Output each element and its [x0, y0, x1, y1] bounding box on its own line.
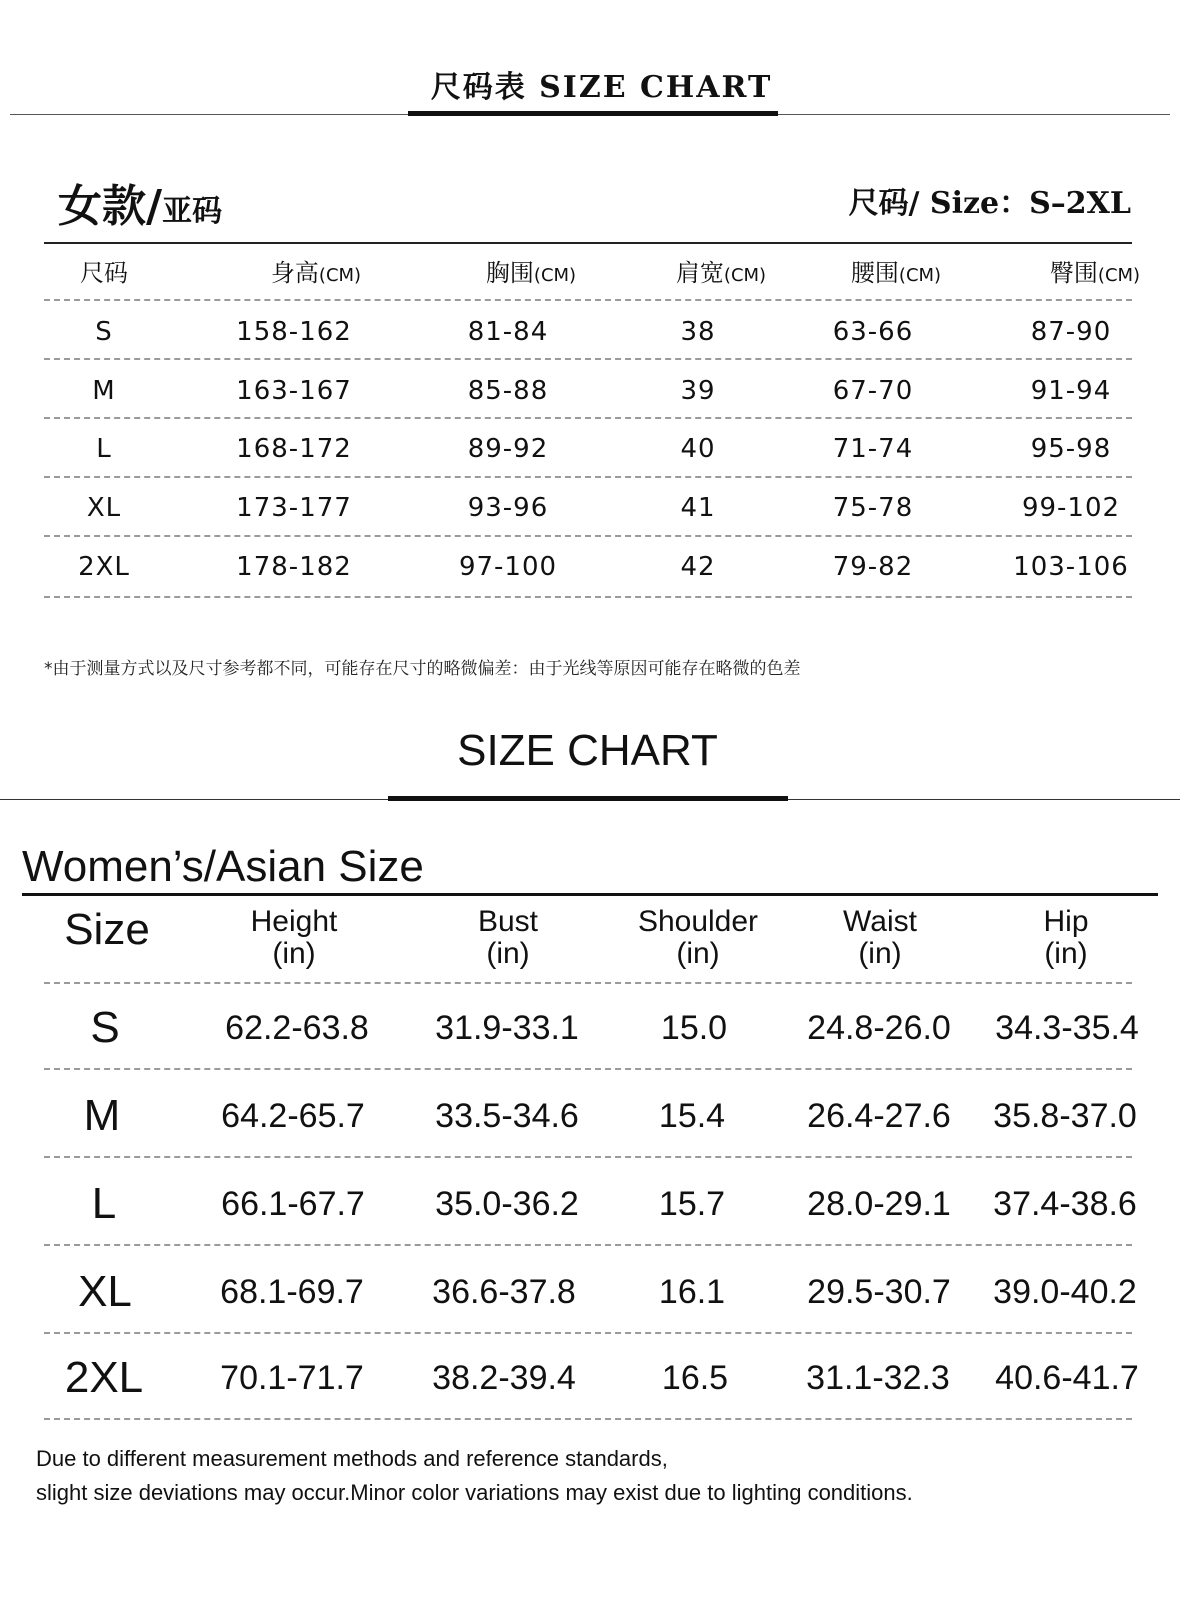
en-cell-hip: 34.3-35.4	[995, 1009, 1139, 1047]
en-footnote	[36, 1442, 913, 1510]
table-row	[44, 362, 1144, 420]
en-col-header-shoulder: Shoulder (in)	[637, 905, 759, 970]
en-cell-bust: 31.9-33.1	[435, 1009, 579, 1047]
cn-cell-waist: 75-78	[832, 493, 914, 523]
table-row	[44, 479, 1144, 537]
en-cell-waist: 31.1-32.3	[806, 1359, 950, 1397]
cn-size-range: 尺码/ Size：S–2XL	[848, 186, 1131, 221]
cn-heading-sub: 亚码	[162, 194, 223, 229]
en-cell-height: 66.1-67.7	[221, 1185, 365, 1223]
en-col-header-bust: Bust (in)	[477, 905, 539, 970]
en-cell-hip: 40.6-41.7	[995, 1359, 1139, 1397]
cn-row-divider	[44, 535, 1132, 537]
en-footnote-line-1: Due to different measurement methods and reference standards,	[36, 1446, 668, 1471]
en-cell-shoulder: 15.4	[658, 1097, 726, 1135]
en-footnote-line-2: slight size deviations may occur.Minor color variations may exist due to lighting conditions.	[36, 1480, 913, 1505]
en-cell-size: XL	[78, 1267, 132, 1316]
en-col-header-hip: Hip (in)	[1043, 905, 1089, 970]
table-row	[44, 984, 1144, 1072]
en-section-heading: Women’s/Asian Size	[22, 842, 424, 891]
cn-cell-size: L	[96, 434, 112, 464]
cn-cell-waist: 79-82	[832, 552, 914, 582]
cn-section-heading	[58, 170, 222, 234]
cn-cell-size: M	[92, 376, 116, 406]
en-row-divider	[44, 1418, 1132, 1420]
cn-row-divider	[44, 596, 1132, 598]
cn-cell-size: 2XL	[78, 552, 130, 582]
cn-cell-hip: 95-98	[1030, 434, 1112, 464]
table-row	[44, 1160, 1144, 1248]
cn-cell-bust: 81-84	[467, 317, 549, 347]
cn-cell-shoulder: 40	[680, 434, 716, 464]
cn-cell-height: 173-177	[236, 493, 352, 523]
en-cell-shoulder: 15.7	[658, 1185, 726, 1223]
cn-cell-hip: 87-90	[1030, 317, 1112, 347]
en-cell-waist: 28.0-29.1	[807, 1185, 951, 1223]
cn-row-divider	[44, 358, 1132, 360]
en-cell-shoulder: 16.5	[661, 1359, 729, 1397]
cn-cell-bust: 85-88	[467, 376, 549, 406]
cn-cell-height: 168-172	[236, 434, 352, 464]
en-cell-size: 2XL	[64, 1353, 144, 1402]
cn-cell-shoulder: 38	[680, 317, 716, 347]
table-row	[44, 1334, 1144, 1422]
cn-cell-bust: 89-92	[467, 434, 549, 464]
table-row	[44, 303, 1144, 361]
cn-col-header-height: 身高(CM)	[270, 259, 362, 287]
cn-row-divider	[44, 299, 1132, 301]
table-row	[44, 1248, 1144, 1336]
en-row-divider	[44, 1244, 1132, 1246]
cn-heading-main: 女款/	[58, 181, 163, 232]
cn-cell-bust: 93-96	[467, 493, 549, 523]
en-col-header-height: Height (in)	[250, 905, 338, 970]
en-cell-bust: 33.5-34.6	[435, 1097, 579, 1135]
cn-title-underline	[408, 111, 778, 116]
cn-cell-height: 163-167	[236, 376, 352, 406]
en-table-top-rule	[22, 893, 1158, 896]
cn-cell-size: XL	[86, 493, 122, 523]
cn-cell-waist: 67-70	[832, 376, 914, 406]
en-cell-bust: 35.0-36.2	[435, 1185, 579, 1223]
cn-cell-hip: 91-94	[1030, 376, 1112, 406]
en-cell-size: S	[90, 1003, 120, 1052]
en-cell-height: 62.2-63.8	[225, 1009, 369, 1047]
cn-cell-waist: 63-66	[832, 317, 914, 347]
cn-col-header-bust: 胸围(CM)	[485, 259, 577, 287]
cn-cell-shoulder: 42	[680, 552, 716, 582]
en-cell-height: 70.1-71.7	[220, 1359, 364, 1397]
en-cell-waist: 29.5-30.7	[807, 1273, 951, 1311]
en-col-header-size: Size	[64, 905, 150, 954]
cn-cell-size: S	[95, 317, 113, 347]
table-row	[44, 1072, 1144, 1160]
en-cell-waist: 24.8-26.0	[807, 1009, 951, 1047]
en-cell-size: M	[83, 1091, 121, 1140]
cn-cell-bust: 97-100	[458, 552, 558, 582]
cn-table-header	[44, 244, 1144, 302]
en-row-divider	[44, 1068, 1132, 1070]
en-page-title: SIZE CHART	[457, 726, 718, 775]
cn-cell-shoulder: 41	[680, 493, 716, 523]
cn-cell-hip: 99-102	[1021, 493, 1121, 523]
table-row	[44, 420, 1144, 478]
cn-cell-shoulder: 39	[680, 376, 716, 406]
en-cell-waist: 26.4-27.6	[807, 1097, 951, 1135]
cn-cell-waist: 71-74	[832, 434, 914, 464]
cn-col-header-hip: 臀围(CM)	[1049, 259, 1141, 287]
en-table-header	[44, 900, 1144, 980]
en-cell-height: 68.1-69.7	[220, 1273, 364, 1311]
cn-row-divider	[44, 476, 1132, 478]
en-cell-hip: 35.8-37.0	[993, 1097, 1137, 1135]
en-col-header-waist: Waist (in)	[843, 905, 917, 970]
cn-row-divider	[44, 417, 1132, 419]
cn-col-header-shoulder: 肩宽(CM)	[675, 259, 767, 287]
en-cell-bust: 36.6-37.8	[432, 1273, 576, 1311]
table-row	[44, 538, 1144, 596]
en-cell-height: 64.2-65.7	[221, 1097, 365, 1135]
cn-col-header-size: 尺码	[80, 259, 128, 287]
cn-cell-hip: 103-106	[1013, 552, 1129, 582]
cn-page-title: 尺码表 SIZE CHART	[430, 70, 773, 105]
en-cell-bust: 38.2-39.4	[432, 1359, 576, 1397]
cn-cell-height: 158-162	[236, 317, 352, 347]
en-title-underline	[388, 796, 788, 801]
en-cell-hip: 37.4-38.6	[993, 1185, 1137, 1223]
en-cell-shoulder: 15.0	[660, 1009, 728, 1047]
en-cell-shoulder: 16.1	[658, 1273, 726, 1311]
en-cell-size: L	[91, 1179, 117, 1228]
cn-col-header-waist: 腰围(CM)	[850, 259, 942, 287]
cn-cell-height: 178-182	[236, 552, 352, 582]
en-cell-hip: 39.0-40.2	[993, 1273, 1137, 1311]
en-row-divider	[44, 1156, 1132, 1158]
cn-footnote: *由于测量方式以及尺寸参考都不同，可能存在尺寸的略微偏差：由于光线等原因可能存在略微的色差	[44, 659, 801, 679]
